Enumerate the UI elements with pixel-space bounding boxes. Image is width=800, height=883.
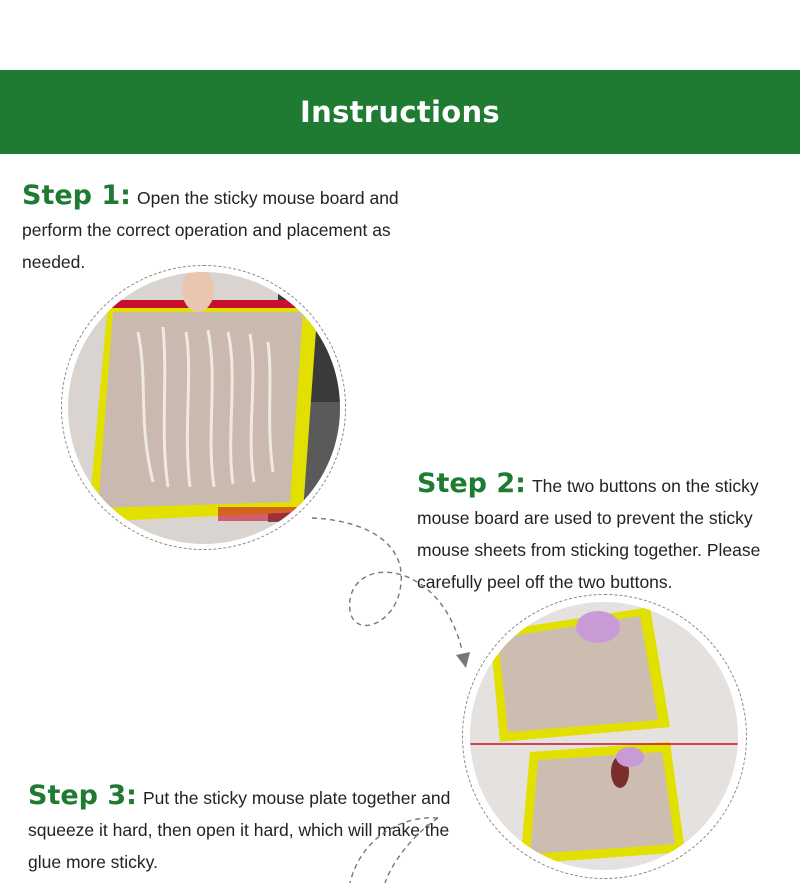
step-2-label: Step 2: xyxy=(417,468,526,499)
instructions-banner xyxy=(0,70,800,154)
step-1 xyxy=(22,180,452,278)
step-1-text: Open the sticky mouse board and perform the correct operation and placement as needed. xyxy=(22,188,399,272)
photo-open-glue-board xyxy=(68,272,340,544)
step-1-label: Step 1: xyxy=(22,180,131,211)
step-3-label: Step 3: xyxy=(28,780,137,811)
step-2 xyxy=(417,468,800,598)
photo-peel-buttons xyxy=(470,602,738,870)
step-3-text: Put the sticky mouse plate together and squeeze it hard, then open it hard, which will make the glue more sticky. xyxy=(28,788,451,872)
banner-title: Instructions xyxy=(300,95,500,129)
step-2-text: The two buttons on the sticky mouse board are used to prevent the sticky mouse sheets from sticking together. Please carefully peel off the two buttons. xyxy=(417,476,761,592)
step-3 xyxy=(28,780,468,878)
